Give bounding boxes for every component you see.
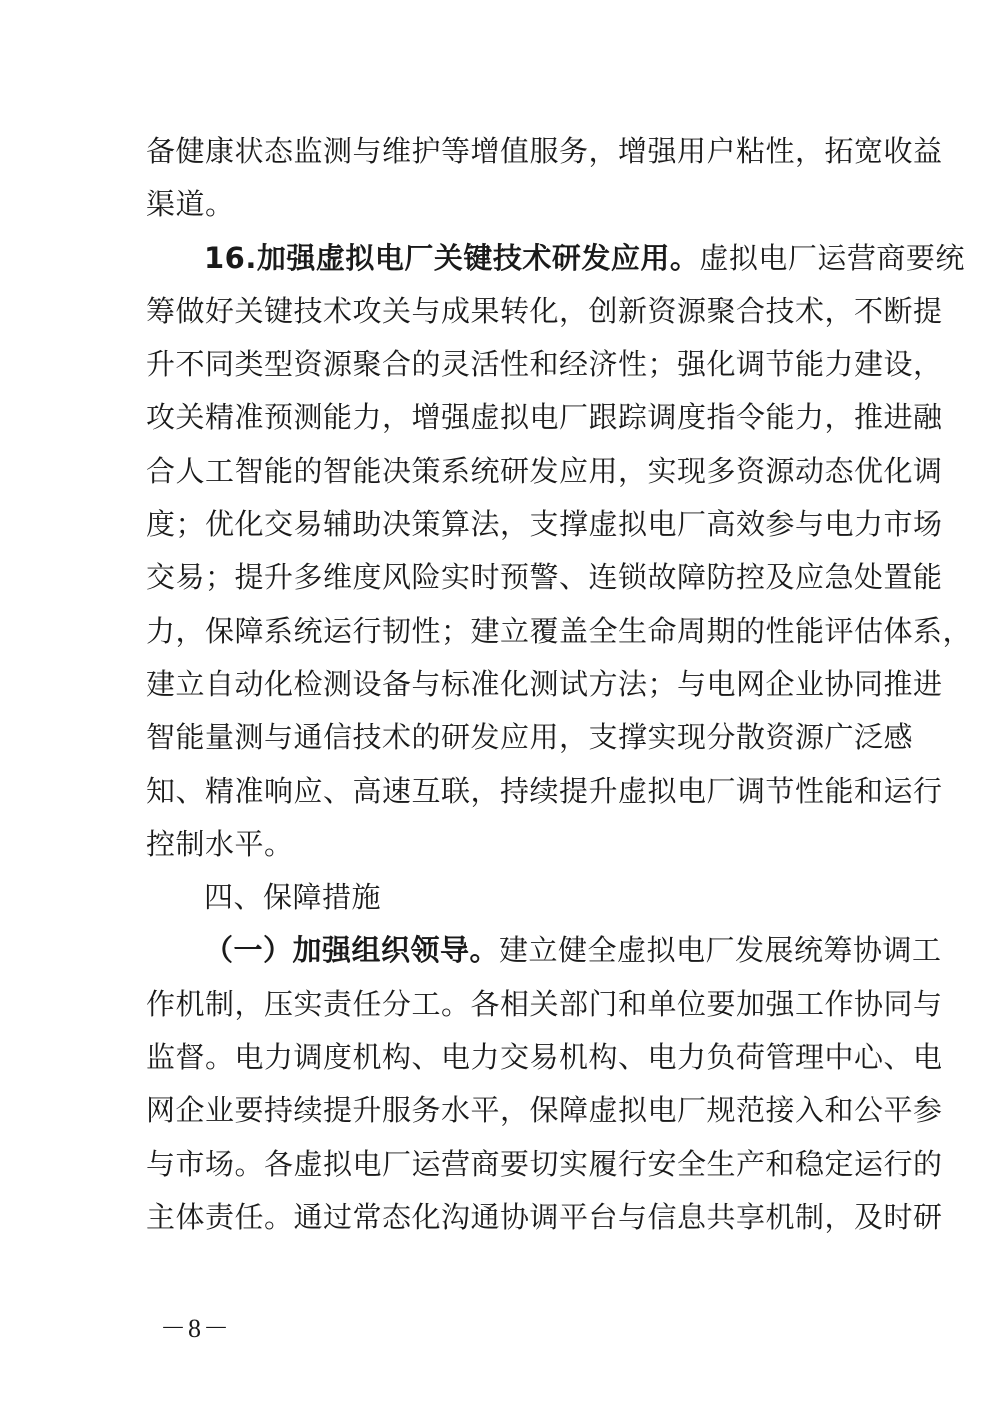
paragraph-line: 建立自动化检测设备与标准化测试方法；与电网企业协同推进	[146, 666, 943, 701]
body-text	[146, 125, 973, 1244]
paragraph-line: 渠道。	[146, 187, 235, 222]
paragraph-first-line	[146, 924, 942, 977]
paragraph-line: 交易；提升多维度风险实时预警、连锁故障防控及应急处置能	[146, 560, 943, 595]
paragraph-line: 备健康状态监测与维护等增值服务，增强用户粘性，拓宽收益	[146, 134, 943, 168]
paragraph-first-line	[146, 232, 965, 285]
paragraph-line: 力，保障系统运行韧性；建立覆盖全生命周期的性能评估体系，	[146, 613, 973, 648]
paragraph-line: 合人工智能的智能决策系统研发应用，实现多资源动态优化调	[146, 453, 943, 488]
paragraph-line: 网企业要持续提升服务水平，保障虚拟电厂规范接入和公平参	[146, 1093, 943, 1128]
paragraph-line: 攻关精准预测能力，增强虚拟电厂跟踪调度指令能力，推进融	[146, 400, 943, 435]
item-heading: 16.加强虚拟电厂关键技术研发应用。	[204, 240, 700, 275]
paragraph-line: 与市场。各虚拟电厂运营商要切实履行安全生产和稳定运行的	[146, 1146, 943, 1181]
page-number: －8－	[160, 1314, 232, 1343]
paragraph-text: 建立健全虚拟电厂发展统筹协调工	[499, 933, 942, 968]
paragraph-line: 主体责任。通过常态化沟通协调平台与信息共享机制，及时研	[146, 1199, 943, 1234]
paragraph-line: 度；优化交易辅助决策算法，支撑虚拟电厂高效参与电力市场	[146, 507, 943, 542]
paragraph-line: 作机制，压实责任分工。各相关部门和单位要加强工作协同与	[146, 986, 943, 1021]
paragraph-line: 智能量测与通信技术的研发应用，支撑实现分散资源广泛感	[146, 720, 914, 755]
paragraph-text: 虚拟电厂运营商要统	[699, 240, 965, 275]
paragraph-line: 知、精准响应、高速互联，持续提升虚拟电厂调节性能和运行	[146, 773, 943, 808]
paragraph-line: 筹做好关键技术攻关与成果转化，创新资源聚合技术，不断提	[146, 293, 943, 328]
paragraph-line: 升不同类型资源聚合的灵活性和经济性；强化调节能力建设，	[146, 347, 943, 382]
paragraph-line: 监督。电力调度机构、电力交易机构、电力负荷管理中心、电	[146, 1040, 943, 1075]
item-heading: （一）加强组织领导。	[204, 933, 500, 968]
section-heading: 四、保障措施	[204, 880, 382, 915]
paragraph-line: 控制水平。	[146, 826, 294, 861]
